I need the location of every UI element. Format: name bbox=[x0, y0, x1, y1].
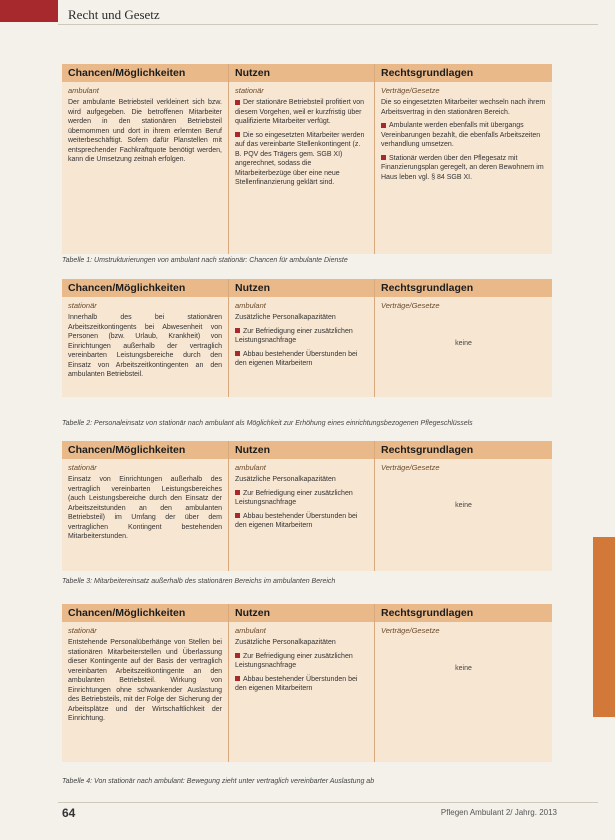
bullet-square-icon bbox=[235, 328, 240, 333]
bullet-item: Die so eingesetzten Mitarbeiter werden auf das vereinbarte Stellenkontingent (z. B. PQV des Trägers gem. SGB XI) angerechnet, sodass die Mitarbeiterbezüge über eine neue Stellenfinanzierung geklärt sind. bbox=[235, 131, 365, 186]
cell-opportunities bbox=[62, 622, 228, 762]
bullet-square-icon bbox=[381, 123, 386, 128]
table-caption: Tabelle 1: Umstrukturierungen von ambulant nach stationär: Chancen für ambulante Dienste bbox=[62, 257, 348, 264]
column-header-benefit: Nutzen bbox=[228, 279, 374, 297]
cell-legal bbox=[374, 297, 552, 397]
bullet-square-icon bbox=[235, 351, 240, 356]
bullet-item: Stationär werden über den Pflegesatz mit Finanzierungsplan geregelt, an deren Bewohnern im Haus leben vgl. § 84 SGB XI. bbox=[381, 154, 544, 181]
bullet-square-icon bbox=[235, 676, 240, 681]
cell-subheading: Verträge/Gesetze bbox=[381, 626, 440, 635]
cell-text: Der ambulante Betriebsteil verkleinert sich bzw. wird aufgegeben. Die betroffenen Mitarbeiter werden in den stationären Betriebsteil übernommen und dort in ihrem erlernten Beruf weiterbeschäftigt. Sofern dafür Planstellen mit entsprechender Fachkraftquote benötigt werden, kann die Umsetzung zeitnah erfolgen. bbox=[68, 99, 222, 163]
bullet-square-icon bbox=[235, 513, 240, 518]
bullet-item: Abbau bestehender Überstunden bei den eigenen Mitarbeitern bbox=[235, 350, 358, 367]
table-body bbox=[62, 459, 552, 571]
column-header-legal: Rechtsgrundlagen bbox=[374, 604, 552, 622]
bullet-item: Zusätzliche Personalkapazitäten bbox=[235, 314, 336, 321]
bullet-square-icon bbox=[235, 100, 240, 105]
cell-subheading: Verträge/Gesetze bbox=[381, 463, 440, 472]
cell-text: Einsatz von Einrichtungen außerhalb des vertraglich vereinbarten Leistungsbereiches (auch Leistungsbereiche durch den Einsatz der Arbeitszeitstunden an den ambulanten Betriebsteil) im Umfang der über dem vertraglichen Kontingent bestehenden Mitarbeiterstunden. bbox=[68, 476, 222, 540]
cell-subheading: stationär bbox=[68, 463, 97, 472]
cell-subheading: Verträge/Gesetze bbox=[381, 301, 440, 310]
bullet-item: Zusätzliche Personalkapazitäten bbox=[235, 476, 336, 483]
table-header bbox=[62, 279, 552, 297]
page-header-title: Recht und Gesetz bbox=[68, 7, 160, 22]
cell-benefit bbox=[228, 459, 374, 571]
table-header bbox=[62, 441, 552, 459]
footer-reference: Pflegen Ambulant 2/ Jahrg. 2013 bbox=[440, 808, 557, 817]
bullet-item: Abbau bestehender Überstunden bei den eigenen Mitarbeitern bbox=[235, 512, 358, 529]
table-caption: Tabelle 2: Personaleinsatz von stationär nach ambulant als Möglichkeit zur Erhöhung eines einrichtungsbezogenen Pflegeschlüssels bbox=[62, 420, 473, 427]
bullet-square-icon bbox=[235, 132, 240, 137]
cell-benefit bbox=[228, 297, 374, 397]
cell-opportunities bbox=[62, 459, 228, 571]
table-1 bbox=[62, 64, 552, 254]
table-header bbox=[62, 604, 552, 622]
column-header-opportunities: Chancen/Möglichkeiten bbox=[68, 444, 186, 456]
cell-text: keine bbox=[455, 665, 472, 672]
column-header-legal: Rechtsgrundlagen bbox=[374, 279, 552, 297]
table-caption: Tabelle 4: Von stationär nach ambulant: Bewegung zieht unter vertraglich vereinbarter Auslastung ab bbox=[62, 778, 375, 785]
cell-benefit bbox=[228, 622, 374, 762]
column-header-benefit: Nutzen bbox=[228, 441, 374, 459]
bullet-item: Abbau bestehender Überstunden bei den eigenen Mitarbeitern bbox=[235, 675, 358, 692]
table-4 bbox=[62, 604, 552, 762]
bullet-item: Zur Befriedigung einer zusätzlichen Leistungsnachfrage bbox=[235, 327, 353, 344]
bullet-item: Zur Befriedigung einer zusätzlichen Leistungsnachfrage bbox=[235, 489, 353, 506]
header-color-block bbox=[0, 0, 58, 22]
bullet-item: Zusätzliche Personalkapazitäten bbox=[235, 639, 336, 646]
column-header-benefit: Nutzen bbox=[228, 64, 374, 82]
table-body bbox=[62, 297, 552, 397]
chapter-tab bbox=[593, 537, 615, 717]
table-body bbox=[62, 82, 552, 254]
bullet-square-icon bbox=[381, 155, 386, 160]
table-caption: Tabelle 3: Mitarbeitereinsatz außerhalb des stationären Bereichs im ambulanten Bereich bbox=[62, 578, 336, 585]
page-number: 64 bbox=[62, 806, 76, 820]
cell-subheading: ambulant bbox=[235, 626, 266, 635]
bullet-item: Der stationäre Betriebsteil profitiert von diesem Vorgehen, weil er kurzfristig über qualifizierte Mitarbeiter verfügt. bbox=[235, 99, 364, 125]
cell-subheading: stationär bbox=[235, 86, 264, 95]
cell-text: Innerhalb des bei stationären Arbeitszeitkontingents bei Abwesenheit von Personen (bzw. Urlaub, Krankheit) von Einrichtungen außerhalb der vertraglich vereinbarten Leistungsbereiche durch den Einsatz von Arbeitszeitkontingenten an den ambulanten Betriebsteil. bbox=[68, 314, 222, 378]
cell-legal bbox=[374, 459, 552, 571]
column-header-benefit: Nutzen bbox=[228, 604, 374, 622]
column-header-opportunities: Chancen/Möglichkeiten bbox=[68, 607, 186, 619]
bullet-square-icon bbox=[235, 653, 240, 658]
cell-subheading: stationär bbox=[68, 301, 97, 310]
cell-text: Entstehende Personalüberhänge von Stellen bei stationären Mitarbeiterstellen und Überlassung dieser Kontingente auf der Basis der vertraglich vereinbarten Arbeitszeitkontingente an den ambulanten Betriebsteil. Wirkung von Einrichtungen ohne schwankender Auslastung des Betriebsteils, mit der Folge der Sicherung der Arbeitsplätze und der Wirtschaftlichkeit der Einrichtung. bbox=[68, 639, 222, 722]
bullet-item: Die so eingesetzten Mitarbeiter wechseln nach ihrem Arbeitsvertrag in den stationären Bereich. bbox=[381, 99, 546, 116]
cell-opportunities bbox=[62, 297, 228, 397]
header-rule bbox=[58, 24, 598, 25]
cell-subheading: stationär bbox=[68, 626, 97, 635]
bullet-square-icon bbox=[235, 490, 240, 495]
column-header-legal: Rechtsgrundlagen bbox=[374, 64, 552, 82]
footer-rule bbox=[58, 802, 598, 803]
cell-text: keine bbox=[455, 340, 472, 347]
cell-legal bbox=[374, 622, 552, 762]
column-header-opportunities: Chancen/Möglichkeiten bbox=[68, 67, 186, 79]
cell-text: keine bbox=[455, 502, 472, 509]
table-3 bbox=[62, 441, 552, 571]
cell-opportunities bbox=[62, 82, 228, 254]
cell-legal bbox=[374, 82, 552, 254]
column-header-opportunities: Chancen/Möglichkeiten bbox=[68, 282, 186, 294]
table-body bbox=[62, 622, 552, 762]
cell-subheading: ambulant bbox=[235, 463, 266, 472]
table-2 bbox=[62, 279, 552, 397]
column-header-legal: Rechtsgrundlagen bbox=[374, 441, 552, 459]
cell-subheading: Verträge/Gesetze bbox=[381, 86, 440, 95]
table-header bbox=[62, 64, 552, 82]
bullet-item: Zur Befriedigung einer zusätzlichen Leistungsnachfrage bbox=[235, 652, 353, 669]
cell-subheading: ambulant bbox=[68, 86, 99, 95]
cell-subheading: ambulant bbox=[235, 301, 266, 310]
bullet-item: Ambulante werden ebenfalls mit übergangs Vereinbarungen bezahlt, die ebenfalls Arbeitszeiten verhandlung umsetzen. bbox=[381, 122, 541, 148]
cell-benefit bbox=[228, 82, 374, 254]
